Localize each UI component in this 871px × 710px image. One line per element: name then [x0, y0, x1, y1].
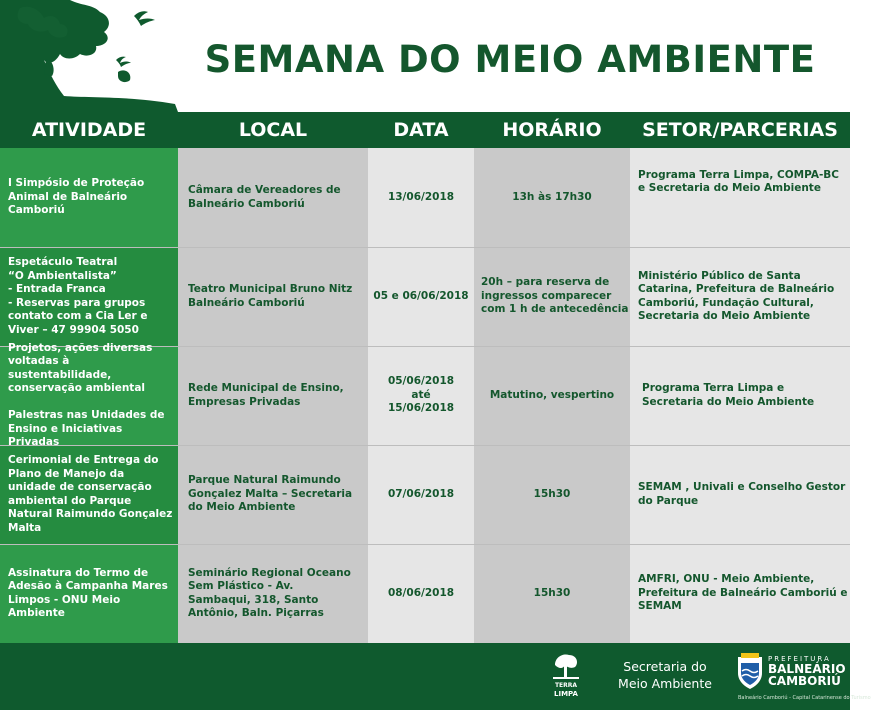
prefeitura-subtitle: Balneário Camboriú - Capital Catarinense do Turismo — [738, 695, 871, 701]
table-row-4-data: 07/06/2018 — [387, 487, 455, 500]
table-header — [0, 112, 850, 148]
svg-text:TERRA: TERRA — [554, 682, 578, 689]
terra-limpa-logo-icon — [551, 651, 581, 699]
table-row-4-atividade: Cerimonial de Entrega do Plano de Manejo da unidade de conservação ambiental do Parque Natural Raimundo Gonçalez Malta — [8, 454, 173, 534]
table-row-2-horario: 20h – para reserva de ingressos comparecer com 1 h de antecedência — [481, 276, 629, 316]
top-banner — [0, 0, 850, 112]
prefeitura-name: BALNEÁRIO CAMBORIÚ — [768, 662, 846, 688]
table-row-2-data: 05 e 06/06/2018 — [373, 289, 469, 302]
table-row-2-local: Teatro Municipal Bruno Nitz Balneário Camboriú — [188, 283, 353, 309]
table-row-2-atividade: Espetáculo Teatral “O Ambientalista” - Entrada Franca - Reservas para grupos contato com a Cia Ler e Viver – 47 99904 5050 — [8, 256, 148, 336]
table-row-1-atividade: I Simpósio de Proteção Animal de Balneário Camboriú — [8, 177, 145, 217]
balneario-camboriu-crest-icon — [736, 651, 764, 691]
table-row-4-horario: 15h30 — [533, 487, 571, 500]
tree-silhouette-icon — [0, 0, 185, 112]
header-horario: HORÁRIO — [502, 119, 602, 141]
table-row-3-local: Rede Municipal de Ensino, Empresas Privadas — [188, 382, 344, 408]
table-row-5-atividade: Assinatura do Termo de Adesão à Campanha Mares Limpos - ONU Meio Ambiente — [8, 566, 168, 619]
footer — [0, 643, 871, 710]
table-row-4-setor: SEMAM , Univali e Conselho Gestor do Parque — [638, 481, 846, 507]
header-local: LOCAL — [238, 119, 308, 141]
table-row-3-horario: Matutino, vespertino — [489, 388, 615, 401]
table-row-5-horario: 15h30 — [533, 586, 571, 599]
secretaria-label: Secretaria do Meio Ambiente — [618, 659, 712, 691]
header-setor: SETOR/PARCERIAS — [642, 119, 838, 141]
table-row-3-atividade: Projetos, ações diversas voltadas à sustentabilidade, conservação ambiental Palestras nas Unidades de Ensino e Iniciativas Privadas — [8, 341, 165, 448]
svg-text:LIMPA: LIMPA — [554, 690, 578, 698]
header-atividade: ATIVIDADE — [31, 119, 147, 141]
table-row-1-setor: Programa Terra Limpa, COMPA-BC e Secretaria do Meio Ambiente — [638, 168, 840, 194]
table-row-3-data: 05/06/2018 até 15/06/2018 — [387, 375, 455, 415]
table-row-3-setor: Programa Terra Limpa e Secretaria do Meio Ambiente — [642, 382, 815, 408]
table-row-5-data: 08/06/2018 — [387, 586, 455, 599]
page-title: SEMANA DO MEIO AMBIENTE — [204, 38, 816, 81]
table-row-5-local: Seminário Regional Oceano Sem Plástico - Av. Sambaqui, 318, Santo Antônio, Baln. Piçarras — [188, 566, 351, 619]
prefeitura-label: PREFEITURA — [768, 655, 831, 663]
table-row-1-horario: 13h às 17h30 — [512, 190, 592, 203]
table-row-1-data: 13/06/2018 — [387, 190, 455, 203]
table-row-5-setor: AMFRI, ONU - Meio Ambiente, Prefeitura de Balneário Camboriú e SEMAM — [638, 573, 848, 613]
table-row-2-setor: Ministério Público de Santa Catarina, Prefeitura de Balneário Camboriú, Fundação Cultural, Secretaria do Meio Ambiente — [638, 269, 835, 322]
table-row-1-local: Câmara de Vereadores de Balneário Camboriú — [188, 184, 341, 210]
table-row-4-local: Parque Natural Raimundo Gonçalez Malta – Secretaria do Meio Ambiente — [188, 474, 353, 514]
header-data: DATA — [393, 119, 449, 141]
